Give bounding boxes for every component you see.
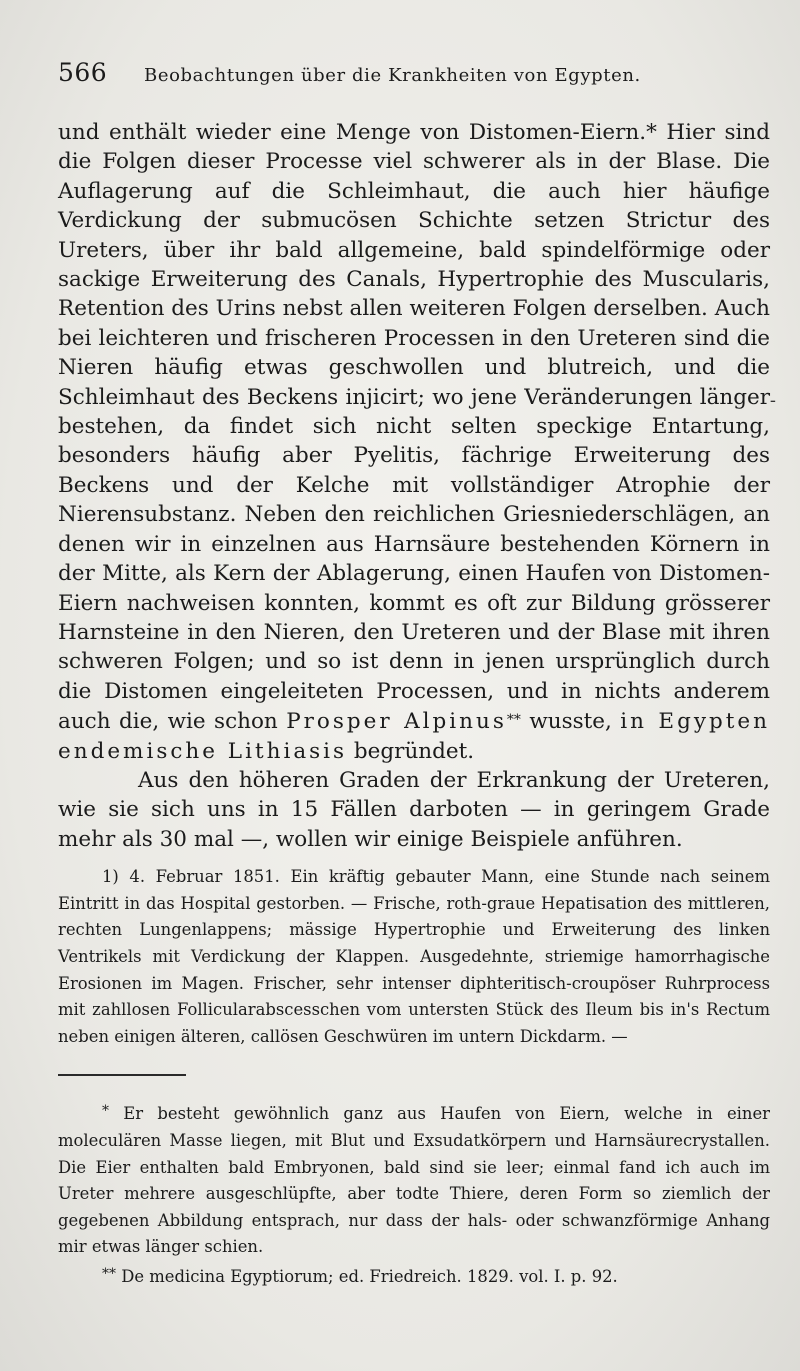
body-text xyxy=(58,118,770,854)
margin-mark: - xyxy=(769,390,776,411)
running-head: Beobachtungen über die Krankheiten von Egypten. xyxy=(144,65,641,86)
page-number: 566 xyxy=(58,58,108,87)
footnote-marker-2: ** xyxy=(506,712,521,729)
paragraph-1-text: und enthält wieder eine Menge von Distomen-Eiern.* Hier sind die Folgen dieser Processe viel schwerer als in der Blase. Die Auflagerung auf die Schleimhaut, die auch hier häufige Verdickung der submucösen Schichte setzen Strictur des Ureters, über ihr bald allgemeine, bald spindelförmige oder sackige Erweiterung des Canals, Hypertrophie des Muscularis, Retention des Urins nebst allen weiteren Folgen derselben. Auch bei leichteren und frischeren Processen in den Ureteren sind die Nieren häufig etwas geschwollen und blutreich, und die Schleimhaut des Beckens injicirt; wo jene Veränderungen länger bestehen, da findet sich nicht selten speckige Entartung, besonders häufig aber Pyelitis, fächrige Erweiterung des Beckens und der Kelche mit vollständiger Atrophie der Nierensubstanz. Neben den reichlichen Griesniederschlägen, an denen wir in einzelnen aus Harnsäure bestehenden Körnern in der Mitte, als Kern der Ablagerung, einen Haufen von Distomen-Eiern nachweisen konnten, kommt es oft zur Bildung grösserer Harnsteine in den Nieren, den Ureteren und der Blase mit ihren schweren Folgen; und so ist denn in jenen ursprünglich durch die Distomen eingeleiteten Processen, und in nichts anderem auch die, wie schon xyxy=(58,120,770,735)
footnote-1-marker: * xyxy=(102,1103,109,1120)
case-report-1: 1) 4. Februar 1851. Ein kräftig gebauter Mann, eine Stunde nach seinem Eintritt in das Hospital gestorben. — Frische, roth-graue Hepatisation des mittleren, rechten Lungenlappens; mässige Hypertrophie und Erweiterung des linken Ventrikels mit Verdickung der Klappen. Ausgedehnte, striemige hamorrhagische Erosionen im Magen. Frischer, sehr intenser diphteritisch-croupöser Ruhrprocess mit zahllosen Follicularabscesschen vom untersten Stück des Ileum bis in's Rectum neben einigen älteren, callösen Geschwüren im untern Dickdarm. — xyxy=(58,867,770,1046)
paragraph-2: Aus den höheren Graden der Erkrankung der Ureteren, wie sie sich uns in 15 Fällen darboten — in geringem Grade mehr als 30 mal —, wollen wir einige Beispiele anführen. xyxy=(58,767,770,852)
footnote-1 xyxy=(58,1098,770,1261)
footnote-2-marker: ** xyxy=(102,1265,116,1282)
footnote-1-text: Er besteht gewöhnlich ganz aus Haufen von Eiern, welche in einer moleculären Masse liegen, mit Blut und Exsudatkörpern und Harnsäurecrystallen. Die Eier enthalten bald Embryonen, bald sind sie leer; einmal fand ich auch im Ureter mehrere ausgeschlüpfte, aber todte Thiere, deren Form so ziemlich der gegebenen Abbildung entsprach, nur dass der hals- oder schwanzförmige Anhang mir etwas länger schien. xyxy=(58,1104,770,1257)
page-header xyxy=(58,58,770,94)
footnote-2-text: De medicina Egyptiorum; ed. Friedreich. 1829. vol. I. p. 92. xyxy=(121,1266,618,1286)
paragraph-1 xyxy=(58,118,770,766)
footnote-separator xyxy=(58,1074,186,1076)
footnote-2 xyxy=(58,1261,770,1291)
paragraph-1-end: begründet. xyxy=(353,738,475,764)
after-name-text: wusste, xyxy=(529,709,612,735)
spaced-phrase: in Egypten endemische Lithiasis xyxy=(58,709,770,764)
spaced-name: Prosper Alpinus xyxy=(286,709,507,735)
